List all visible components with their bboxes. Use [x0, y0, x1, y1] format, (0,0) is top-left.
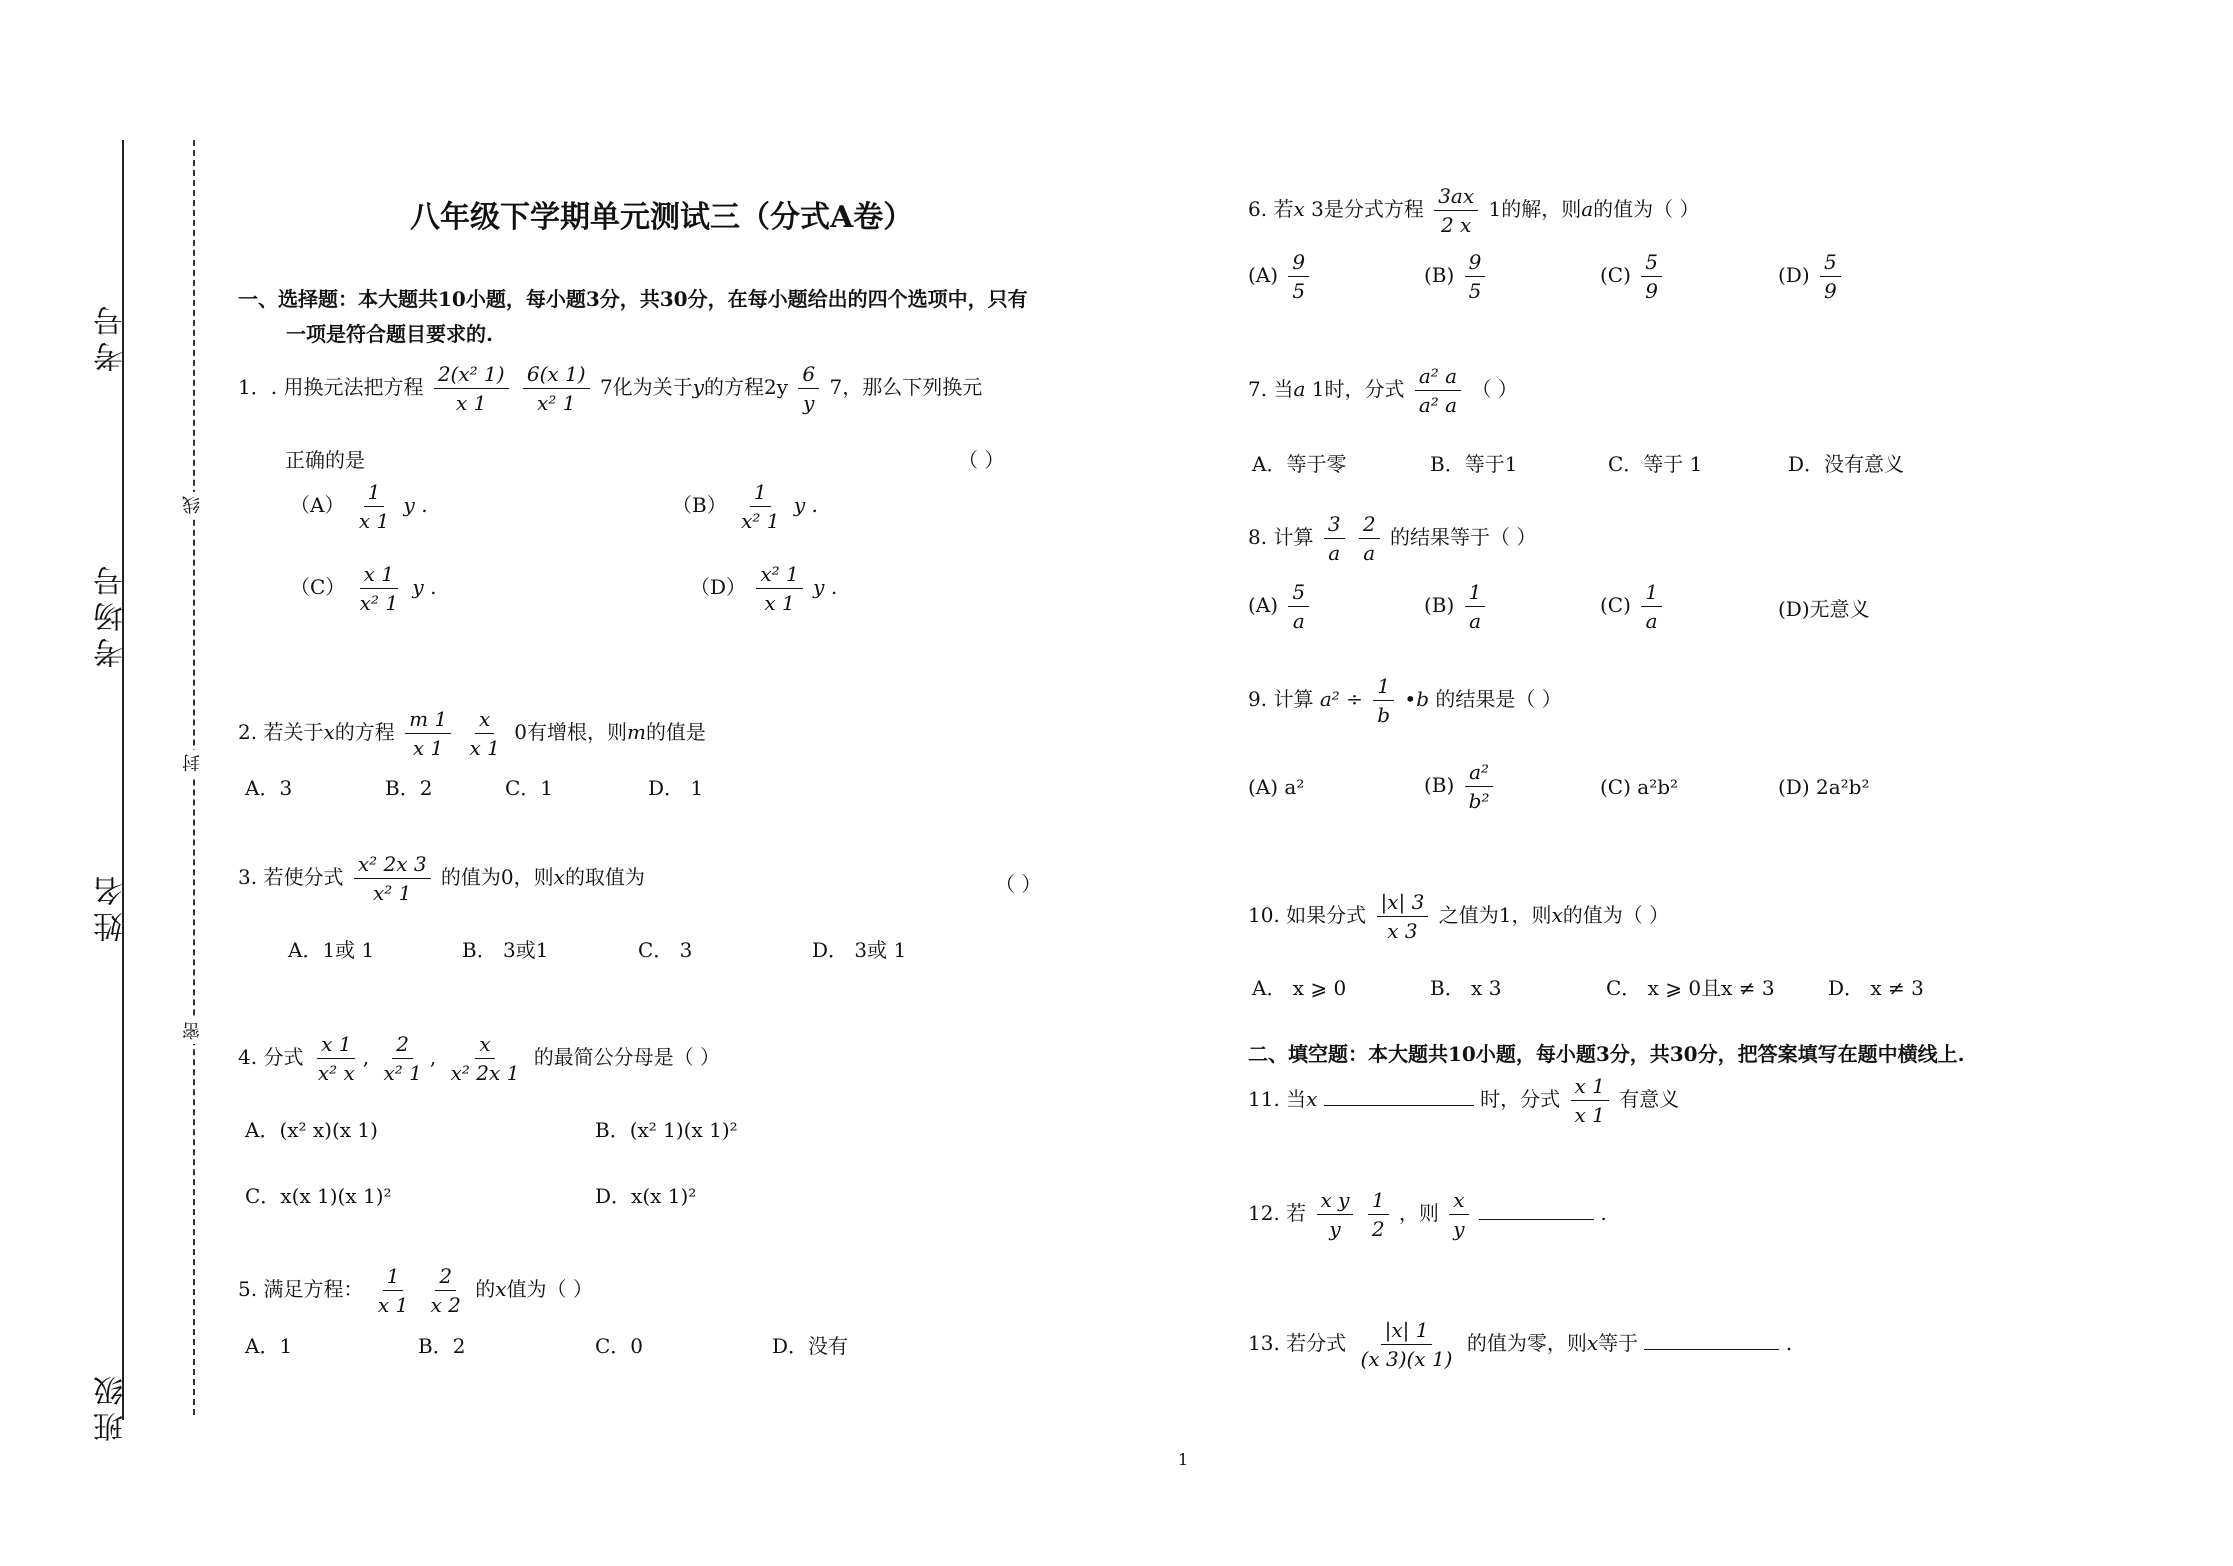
- q8-option-c: (C) $\frac{1}{a}$: [1600, 578, 1666, 635]
- q9-option-a: (A) a²: [1248, 775, 1305, 799]
- q2-option-c: C．1: [505, 776, 554, 800]
- question-8: 8. 计算 $\frac{3}{a}$ $\frac{2}{a}$ 的结果等于（ ）: [1248, 512, 1537, 565]
- label-exam-room: 考场号: [94, 560, 129, 668]
- question-1: 1．. 用换元法把方程 $\frac{\text{2(x² 1)}}{x 1}$ $\frac{6(x 1)}{\text{x² 1}}$ 7化为关于y的方程2y $\frac{6}{y}$ 7，那么下列换元: [238, 362, 983, 415]
- q10-option-a: A． x ⩾ 0: [1252, 976, 1347, 1000]
- q4-option-c: C．x(x 1)(x 1)²: [245, 1184, 392, 1208]
- question-6: 6. 若x 3是分式方程 $\frac{3ax}{2 x}$ 1的解，则a的值为（ ）: [1248, 184, 1700, 237]
- q9-option-c: (C) a²b²: [1600, 775, 1679, 799]
- page-number: 1: [1178, 1450, 1189, 1469]
- question-7: 7. 当a 1时，分式 $\frac{\text{a² a}}{\text{a² a}}$ （ ）: [1248, 364, 1518, 417]
- label-name: 姓名: [94, 870, 129, 942]
- q4-option-d: D．x(x 1)²: [595, 1184, 697, 1208]
- q5-option-d: D．没有: [772, 1334, 849, 1358]
- answer-blank-11[interactable]: [1324, 1085, 1474, 1106]
- q8-option-a: (A) $\frac{5}{a}$: [1248, 578, 1313, 635]
- seal-mark-line: 线: [180, 492, 206, 518]
- answer-blank-12[interactable]: [1479, 1199, 1594, 1220]
- question-1-line2: 正确的是: [285, 448, 365, 472]
- q3-option-b: B． 3或1: [462, 938, 549, 962]
- page-title: 八年级下学期单元测试三（分式A卷）: [410, 200, 914, 235]
- q9-option-b: (B) $\frac{\text{a²}}{\text{b²}}$: [1424, 758, 1498, 815]
- q9-option-d: (D) 2a²b²: [1778, 775, 1870, 799]
- q4-option-b: B．(x² 1)(x 1)²: [595, 1118, 738, 1142]
- q7-option-c: C．等于 1: [1608, 452, 1703, 476]
- q3-option-a: A．1或 1: [288, 938, 375, 962]
- q10-option-d: D． x ≠ 3: [1828, 976, 1924, 1000]
- q1-option-c: （C） $\frac{x 1}{\text{x² 1}}$ y .: [290, 562, 437, 615]
- question-2: 2. 若关于x的方程 $\frac{m 1}{x 1}$ $\frac{x}{x 1}$ 0有增根，则m的值是: [238, 707, 706, 760]
- q3-option-c: C． 3: [638, 938, 693, 962]
- q8-option-b: (B) $\frac{1}{a}$: [1424, 578, 1489, 635]
- q7-option-a: A．等于零: [1252, 452, 1347, 476]
- q4-option-a: A．(x² x)(x 1): [245, 1118, 378, 1142]
- question-4: 4. 分式 $\frac{x 1}{\text{x² x}}$ , $\frac{2}{\text{x² 1}}$ , $\frac{x}{\text{x² 2x 1}}$ 的最简公分母是（ ）: [238, 1032, 721, 1085]
- q6-option-c: (C) $\frac{5}{9}$: [1600, 248, 1666, 305]
- seal-mark-secret: 密: [180, 1018, 206, 1044]
- q6-option-a: (A) $\frac{9}{5}$: [1248, 248, 1313, 305]
- question-13: 13. 若分式 $\frac{|x| 1}{(x 3)(x 1)}$ 的值为零，则x等于 .: [1248, 1318, 1793, 1371]
- question-5: 5. 满足方程： $\frac{1}{x 1}$ $\frac{2}{x 2}$ 的x值为（ ）: [238, 1264, 593, 1317]
- q6-option-d: (D) $\frac{5}{9}$: [1778, 248, 1845, 305]
- q8-option-d: (D)无意义: [1778, 597, 1870, 621]
- q2-option-a: A．3: [245, 776, 293, 800]
- section1-heading-line2: 一项是符合题目要求的.: [286, 322, 493, 346]
- q5-option-b: B．2: [418, 1334, 466, 1358]
- label-exam-number: 考号: [94, 300, 129, 372]
- seal-dashed-line: [193, 140, 195, 1415]
- question-3: 3. 若使分式 $\frac{\text{x² 2x 3}}{\text{x² 1}}$ 的值为0，则x的取值为: [238, 852, 645, 905]
- section2-heading: 二、填空题：本大题共10小题，每小题3分，共30分，把答案填写在题中横线上.: [1248, 1042, 1965, 1066]
- q6-option-b: (B) $\frac{9}{5}$: [1424, 248, 1489, 305]
- label-class: 班级: [94, 1370, 129, 1442]
- q2-option-d: D． 1: [648, 776, 704, 800]
- q10-option-b: B． x 3: [1430, 976, 1502, 1000]
- question-1-paren: （ ）: [958, 448, 1005, 472]
- q7-option-d: D．没有意义: [1788, 452, 1905, 476]
- q1-option-a: （A） $\frac{1}{x 1}$ y .: [290, 480, 428, 533]
- question-12: 12. 若 $\frac{\text{x y}}{y}$ $\frac{1}{2}$ ，则 $\frac{x}{y}$ .: [1248, 1188, 1607, 1241]
- q10-option-c: C． x ⩾ 0且x ≠ 3: [1606, 976, 1775, 1000]
- q3-option-d: D． 3或 1: [812, 938, 907, 962]
- question-3-paren: （ ）: [995, 872, 1042, 896]
- seal-mark-seal: 封: [180, 750, 206, 776]
- answer-blank-13[interactable]: [1644, 1329, 1779, 1350]
- q2-option-b: B．2: [385, 776, 433, 800]
- q1-option-b: （B） $\frac{1}{\text{x² 1}}$ y .: [672, 480, 818, 533]
- question-9: 9. 计算 a² ÷ $\frac{1}{b}$ •b 的结果是（ ）: [1248, 674, 1562, 727]
- section1-heading-line1: 一、选择题：本大题共10小题，每小题3分，共30分，在每小题给出的四个选项中，只有: [238, 287, 1028, 311]
- question-10: 10. 如果分式 $\frac{|x| 3}{x 3}$ 之值为1，则x的值为（ ）: [1248, 890, 1670, 943]
- q5-option-c: C．0: [595, 1334, 644, 1358]
- q5-option-a: A．1: [245, 1334, 293, 1358]
- question-11: 11. 当x 时，分式 $\frac{x 1}{x 1}$ 有意义: [1248, 1074, 1680, 1127]
- q7-option-b: B．等于1: [1430, 452, 1518, 476]
- q1-option-d: （D） $\frac{\text{x² 1}}{x 1}$ y .: [690, 562, 838, 615]
